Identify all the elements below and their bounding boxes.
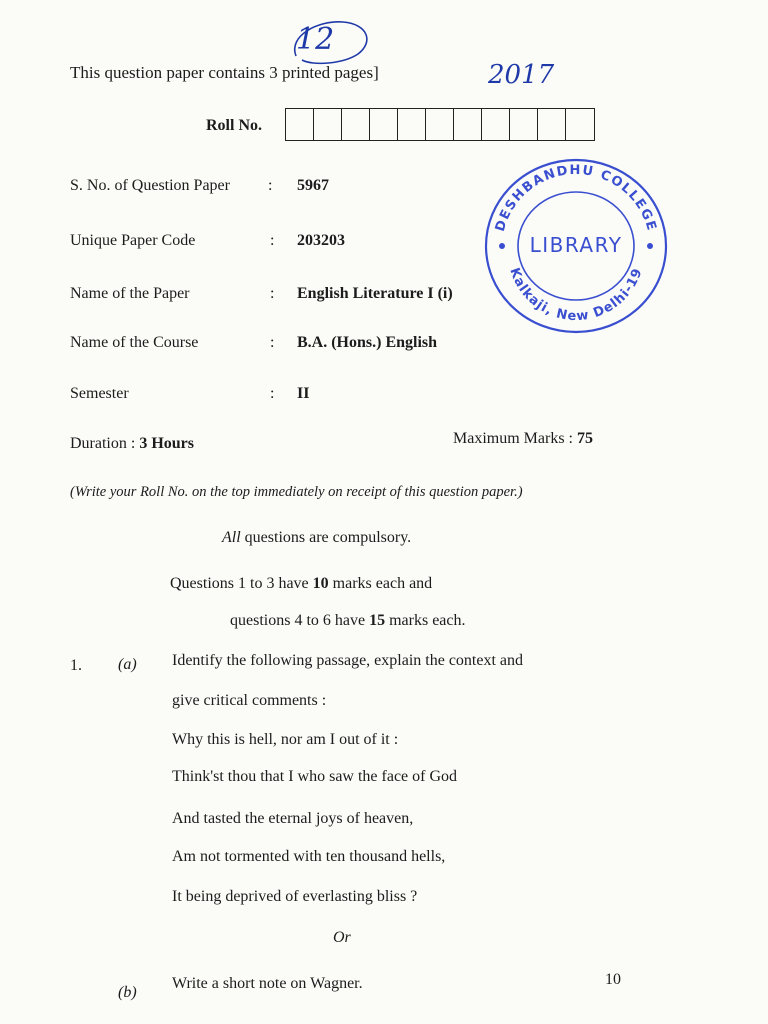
detail-label: Unique Paper Code — [70, 232, 196, 249]
question-marks: 10 — [605, 971, 621, 988]
stamp-seal-icon — [478, 148, 674, 344]
roll-no-digit-box[interactable] — [286, 109, 314, 140]
maximum-marks — [453, 430, 593, 448]
question-prompt-line-1: Identify the following passage, explain the context and — [172, 652, 524, 669]
marks-number: 15 — [369, 612, 386, 629]
part-b-label: (b) — [118, 984, 137, 1001]
roll-no-boxes[interactable] — [285, 108, 595, 141]
duration — [70, 435, 194, 453]
printed-pages-note: This question paper contains 3 printed pages] — [70, 63, 379, 82]
roll-no-digit-box[interactable] — [370, 109, 398, 140]
roll-no-digit-box[interactable] — [538, 109, 566, 140]
roll-no-digit-box[interactable] — [566, 109, 594, 140]
marks-text: marks each and — [328, 575, 433, 592]
passage-line: Think'st thou that I who saw the face of God — [172, 768, 458, 785]
detail-value: 5967 — [297, 177, 329, 194]
question-prompt-line-2: give critical comments : — [172, 692, 327, 709]
passage-line: Why this is hell, nor am I out of it : — [172, 731, 399, 748]
roll-instruction: (Write your Roll No. on the top immediately on receipt of this question paper.) — [70, 484, 523, 500]
roll-no-digit-box[interactable] — [454, 109, 482, 140]
detail-value: II — [297, 385, 310, 402]
detail-label: Name of the Course — [70, 334, 199, 351]
marks-text: marks each. — [385, 612, 466, 629]
question-number: 1. — [70, 657, 82, 674]
handwritten-circle-icon — [288, 16, 378, 68]
part-b-question: Write a short note on Wagner. — [172, 975, 363, 992]
detail-separator: : — [270, 285, 275, 302]
detail-label: S. No. of Question Paper — [70, 177, 230, 194]
marks-number: 10 — [312, 575, 329, 592]
marks-text: questions 4 to 6 have — [230, 612, 370, 629]
marks-line-2 — [230, 612, 466, 630]
stamp-bottom-text: Kalkaji, New Delhi-19 — [506, 265, 646, 325]
roll-no-digit-box[interactable] — [482, 109, 510, 140]
detail-label: Name of the Paper — [70, 285, 190, 302]
stamp-top-text: DESHBANDHU COLLEGE — [492, 162, 660, 234]
passage-line: It being deprived of everlasting bliss ? — [172, 888, 418, 905]
detail-separator: : — [270, 385, 275, 402]
detail-separator: : — [270, 334, 275, 351]
detail-value: 203203 — [297, 232, 345, 249]
compulsory-rest: questions are compulsory. — [240, 529, 412, 546]
detail-value: English Literature I (i) — [297, 285, 453, 302]
compulsory-note — [222, 529, 411, 547]
duration-value: 3 Hours — [139, 435, 194, 452]
roll-no-label: Roll No. — [206, 117, 262, 134]
roll-no-digit-box[interactable] — [314, 109, 342, 140]
svg-text:DESHBANDHU COLLEGE — [493, 163, 659, 233]
part-a-label: (a) — [118, 656, 137, 673]
duration-label: Duration : — [70, 435, 140, 452]
detail-label: Semester — [70, 385, 129, 402]
library-stamp — [478, 148, 674, 344]
detail-value: B.A. (Hons.) English — [297, 334, 438, 351]
roll-no-digit-box[interactable] — [510, 109, 538, 140]
passage-line: And tasted the eternal joys of heaven, — [172, 810, 414, 827]
marks-line-1 — [170, 575, 432, 593]
handwritten-number-text: 12 — [296, 22, 335, 57]
compulsory-prefix: All — [222, 529, 241, 546]
stamp-dot-icon — [647, 243, 653, 249]
detail-separator: : — [270, 232, 275, 249]
stamp-center-text: LIBRARY — [529, 233, 623, 257]
or-separator: Or — [333, 929, 351, 946]
max-marks-label: Maximum Marks : — [453, 430, 577, 447]
detail-separator: : — [268, 177, 273, 194]
roll-no-digit-box[interactable] — [426, 109, 454, 140]
max-marks-value: 75 — [577, 430, 593, 447]
passage-line: Am not tormented with ten thousand hells, — [172, 848, 446, 865]
marks-text: Questions 1 to 3 have — [170, 575, 313, 592]
roll-no-digit-box[interactable] — [398, 109, 426, 140]
stamp-dot-icon — [499, 243, 505, 249]
handwritten-year: 2017 — [488, 60, 555, 90]
roll-no-digit-box[interactable] — [342, 109, 370, 140]
